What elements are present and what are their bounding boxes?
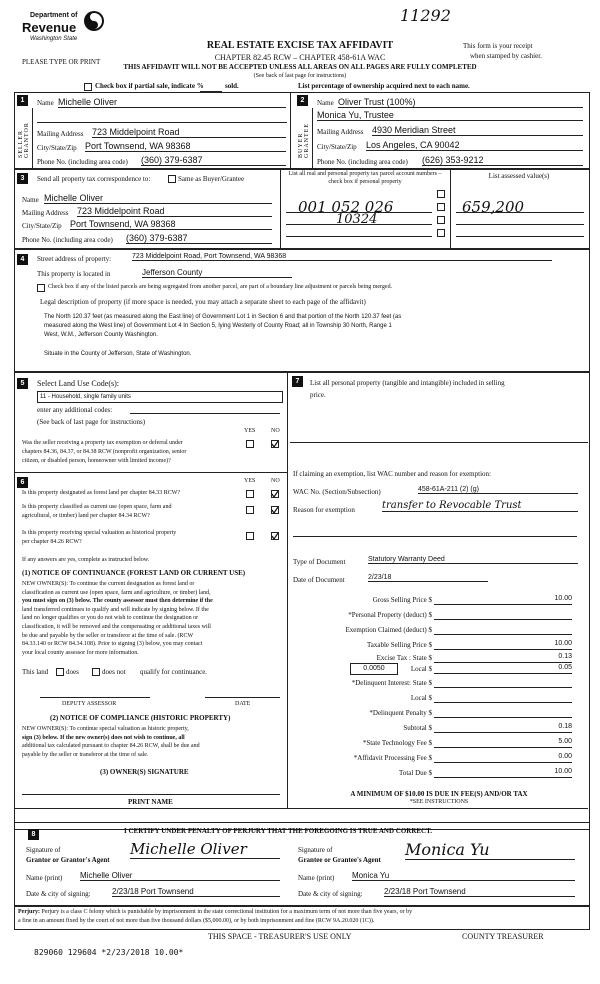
any-yes-note: If any answers are yes, complete as instructed below. bbox=[22, 557, 150, 563]
notice-compliance-title: (2) NOTICE OF COMPLIANCE (HISTORIC PROPERTY) bbox=[50, 714, 231, 722]
seller-grantor-label: SELLER GRANTOR bbox=[18, 122, 30, 158]
does-label: does bbox=[66, 668, 79, 676]
section-3-badge: 3 bbox=[17, 173, 28, 184]
treasurer-stamp: 829060 129604 *2/23/2018 10.00* bbox=[34, 948, 184, 957]
land-use-see-back: (See back of last page for instructions) bbox=[37, 418, 146, 426]
notice1-line-4: land transferred continues to qualify and will indicate by signing below. If the bbox=[22, 606, 209, 613]
owner-signature-label: (3) OWNER(S) SIGNATURE bbox=[100, 768, 189, 776]
reason-label: Reason for exemption bbox=[293, 506, 355, 514]
historic-no-checkbox[interactable] bbox=[271, 532, 279, 540]
exemption-question-line-2: chapters 84.36, 84.37, or 84.38 RCW (nonprofit organization, senior bbox=[22, 449, 187, 455]
please-type-note: PLEASE TYPE OR PRINT bbox=[22, 58, 101, 66]
receipt-note-2: when stamped by cashier. bbox=[470, 52, 542, 60]
notice2-line-3: additional tax calculated pursuant to chapter 84.26 RCW, shall be due and bbox=[22, 743, 200, 750]
s5-exemption-no-checkbox[interactable] bbox=[271, 440, 279, 448]
personal-property-checkbox-3[interactable] bbox=[437, 216, 445, 224]
buyer-name[interactable]: Oliver Trust (100%) bbox=[338, 97, 583, 108]
notice1-line-5: land no longer qualifies or you do not wish to continue the designation or bbox=[22, 615, 199, 622]
current-use-no-checkbox[interactable] bbox=[271, 506, 279, 514]
see-instructions-note: *SEE INSTRUCTIONS bbox=[409, 799, 469, 805]
fee-row-value[interactable]: 10.00 bbox=[434, 768, 572, 778]
local-tax-rate[interactable]: 0.0050 bbox=[350, 663, 398, 675]
doc-date-label: Date of Document bbox=[293, 576, 345, 584]
current-use-question-line-1: Is this property classified as current use (open space, farm and bbox=[22, 504, 172, 510]
seller-city[interactable]: Port Townsend, WA 98368 bbox=[85, 141, 286, 152]
seller-name-label: Name bbox=[37, 99, 54, 107]
grantor-date-city-label: Date & city of signing: bbox=[26, 890, 91, 898]
dor-swirl-icon bbox=[82, 8, 106, 34]
fee-row-label: Subtotal $ bbox=[403, 724, 432, 732]
personal-property-checkbox-1[interactable] bbox=[437, 190, 445, 198]
notice1-line-7: be due and payable by the seller or transferor at the time of sale. (RCW bbox=[22, 632, 194, 639]
fee-row-label: Total Due $ bbox=[399, 769, 432, 777]
wac-label: WAC No. (Section/Subsection) bbox=[293, 488, 381, 496]
fee-row-value[interactable]: 0.05 bbox=[434, 664, 572, 674]
doc-type-label: Type of Document bbox=[293, 558, 346, 566]
partial-sale-label: Check box if partial sale, indicate % bbox=[95, 82, 204, 90]
notice1-line-6: classification, it will be removed and the compensating or additional taxes will bbox=[22, 623, 211, 630]
section-5-badge: 5 bbox=[17, 378, 28, 389]
located-in-label: This property is located in bbox=[37, 270, 111, 278]
same-as-buyer-label: Same as Buyer/Grantee bbox=[178, 175, 245, 183]
form-title: REAL ESTATE EXCISE TAX AFFIDAVIT bbox=[206, 40, 394, 51]
notice-compliance-body bbox=[22, 725, 284, 759]
segregated-parcel-checkbox[interactable] bbox=[37, 284, 45, 292]
notice2-line-4: payable by the seller or transferor at the time of sale. bbox=[22, 751, 149, 758]
seller-city-label: City/State/Zip bbox=[37, 144, 77, 152]
corr-city[interactable]: Port Townsend, WA 98368 bbox=[70, 219, 272, 230]
same-as-buyer-checkbox[interactable] bbox=[168, 175, 176, 183]
send-correspondence-label: Send all property tax correspondence to: bbox=[37, 175, 151, 183]
logo-line1: Department of bbox=[30, 12, 78, 19]
current-use-question-line-2: agricultural, or timber) land per chapter 84.34 RCW? bbox=[22, 513, 150, 519]
section-1-badge: 1 bbox=[17, 95, 28, 106]
grantee-name-label: Name (print) bbox=[298, 874, 335, 882]
personal-property-checkbox-2[interactable] bbox=[437, 203, 445, 211]
does-not-checkbox[interactable] bbox=[92, 668, 100, 676]
notice1-line-2: classification as current use (open space, farm and agriculture, or timber) land, bbox=[22, 589, 211, 596]
grantee-sig-label-1: Signature of bbox=[298, 846, 333, 854]
buyer-name-label: Name bbox=[317, 99, 334, 107]
form-chapter: CHAPTER 82.45 RCW – CHAPTER 458-61A WAC bbox=[214, 53, 386, 62]
fee-row-value[interactable]: 0.13 bbox=[434, 653, 572, 663]
historic-question-line-1: Is this property receiving special valuation as historical property bbox=[22, 530, 177, 536]
buyer-mailing[interactable]: 4930 Meridian Street bbox=[372, 125, 583, 136]
section-2-badge: 2 bbox=[297, 95, 308, 106]
segregated-parcel-label: Check box if any of the listed parcels are being segregated from another parcel, are part of a boundary line adjustment or parcels being merged. bbox=[48, 284, 393, 290]
parcel-account-2[interactable]: 10324 bbox=[336, 212, 378, 227]
treasurer-space-label: THIS SPACE - TREASURER'S USE ONLY bbox=[208, 932, 352, 941]
receipt-note-1: This form is your receipt bbox=[463, 42, 533, 50]
parcel-accounts-header: List all real and personal property tax parcel account numbers – check box if personal property bbox=[288, 171, 442, 185]
s6-no-label: NO bbox=[271, 478, 280, 484]
seller-phone-label: Phone No. (including area code) bbox=[37, 158, 128, 166]
assessed-values-header: List assessed value(s) bbox=[488, 172, 550, 180]
grantor-date-city[interactable]: 2/23/18 Port Townsend bbox=[112, 887, 280, 897]
forest-no-checkbox[interactable] bbox=[271, 490, 279, 498]
corr-name-label: Name bbox=[22, 196, 39, 204]
seller-mailing-label: Mailing Address bbox=[37, 130, 84, 138]
fee-row-label: Local $ bbox=[410, 665, 432, 673]
corr-name[interactable]: Michelle Oliver bbox=[44, 193, 272, 204]
land-use-select[interactable]: 11 - Household, single family units bbox=[37, 391, 283, 403]
fee-row-value[interactable] bbox=[434, 625, 572, 635]
fee-row-label: Local $ bbox=[410, 694, 432, 702]
seller-name[interactable]: Michelle Oliver bbox=[58, 97, 286, 108]
assessor-date-label: DATE bbox=[235, 701, 251, 707]
fee-row-value[interactable]: 5.00 bbox=[434, 738, 572, 748]
handwritten-document-number: 11292 bbox=[400, 6, 451, 25]
print-name-label: PRINT NAME bbox=[128, 798, 173, 806]
logo-line2: Revenue bbox=[22, 20, 77, 35]
notice-continuance-body bbox=[22, 580, 284, 657]
document-type[interactable]: Statutory Warranty Deed bbox=[368, 556, 578, 564]
certify-statement: I CERTIFY UNDER PENALTY OF PERJURY THAT THE FOREGOING IS TRUE AND CORRECT. bbox=[124, 827, 433, 835]
qualify-label: qualify for continuance. bbox=[140, 668, 208, 676]
buyer-mailing-label: Mailing Address bbox=[317, 128, 364, 136]
buyer-grantee-label: BUYER GRANTEE bbox=[298, 123, 310, 158]
property-street-address[interactable]: 723 Middelpoint Road, Port Townsend, WA 98368 bbox=[132, 253, 552, 261]
this-land-label: This land bbox=[22, 668, 49, 676]
fee-row-label: Excise Tax : State $ bbox=[376, 654, 432, 662]
exemption-reason[interactable]: transfer to Revocable Trust bbox=[382, 500, 578, 512]
grantee-sig-label-2: Grantee or Grantee's Agent bbox=[298, 856, 381, 864]
grantor-name-label: Name (print) bbox=[26, 874, 63, 882]
notice1-line-1: NEW OWNER(S): To continue the current designation as forest land or bbox=[22, 581, 195, 587]
exemption-question-line-1: Was the seller receiving a property tax exemption or deferral under bbox=[22, 440, 183, 446]
partial-sale-checkbox[interactable] bbox=[84, 83, 92, 91]
does-not-label: does not bbox=[102, 668, 126, 676]
grantee-date-city-label: Date & city of signing: bbox=[298, 890, 363, 898]
perjury-label: Perjury: bbox=[18, 909, 40, 915]
legal-description-label: Legal description of property (if more space is needed, you may attach a separate sheet to each page of the affidavit) bbox=[40, 298, 366, 306]
s5-yes-label: YES bbox=[244, 428, 256, 434]
fee-row-value[interactable] bbox=[434, 693, 572, 703]
personal-property-label-1: List all personal property (tangible and intangible) included in selling bbox=[310, 379, 505, 387]
section-7-badge: 7 bbox=[292, 376, 303, 387]
street-address-label: Street address of property: bbox=[37, 255, 112, 263]
fee-row-label: *Delinquent Interest: State $ bbox=[351, 679, 432, 687]
deputy-assessor-label: DEPUTY ASSESSOR bbox=[62, 701, 117, 707]
sold-label: sold. bbox=[225, 82, 239, 90]
forest-yes-checkbox[interactable] bbox=[246, 490, 254, 498]
historic-yes-checkbox[interactable] bbox=[246, 532, 254, 540]
section-4-badge: 4 bbox=[17, 254, 28, 265]
personal-property-checkbox-4[interactable] bbox=[437, 229, 445, 237]
buyer-city[interactable]: Los Angeles, CA 90042 bbox=[366, 140, 583, 151]
seller-mailing[interactable]: 723 Middelpoint Road bbox=[92, 127, 286, 138]
current-use-yes-checkbox[interactable] bbox=[246, 506, 254, 514]
wac-number[interactable]: 458-61A-211 (2) (g) bbox=[418, 486, 578, 494]
corr-phone[interactable]: (360) 379-6387 bbox=[126, 233, 272, 244]
fee-row-label: *Personal Property (deduct) $ bbox=[348, 611, 432, 619]
legal-description-line-3: West, W.M., Jefferson County Washington. bbox=[44, 332, 158, 338]
buyer-phone-label: Phone No. (including area code) bbox=[317, 158, 408, 166]
fee-row-value[interactable] bbox=[434, 610, 572, 620]
corr-city-label: City/State/Zip bbox=[22, 222, 62, 230]
parcel-account-1[interactable]: 001 052 026 bbox=[298, 198, 394, 216]
fee-row-label: Exemption Claimed (deduct) $ bbox=[345, 626, 432, 634]
perjury-notice bbox=[18, 908, 584, 926]
fee-row-label: *Affidavit Processing Fee $ bbox=[353, 754, 432, 762]
legal-description-line-2: measured along the West line) of Government Lot 4 In Section 5, lying Westerly of County Road; all in Township 30 North, Range 1 bbox=[44, 323, 392, 329]
legal-description-line-1: The North 120.37 feet (as measured along the East line) of Government Lot 1 in Section 6 and that portion of the North 120.37 feet (as bbox=[44, 314, 402, 320]
exemption-question-line-3: citizen, or disabled person, homeowner with limited income)? bbox=[22, 458, 171, 464]
s6-yes-label: YES bbox=[244, 478, 256, 484]
forest-land-question: Is this property designated as forest land per chapter 84.33 RCW? bbox=[22, 490, 181, 496]
fee-row-value[interactable]: 10.00 bbox=[434, 595, 572, 605]
notice1-line-8: 84.33.140 or RCW 84.34.108). Prior to signing (3) below, you may contact bbox=[22, 641, 203, 648]
assessed-value-1[interactable]: 659,200 bbox=[462, 198, 525, 216]
grantee-date-city[interactable]: 2/23/18 Port Townsend bbox=[384, 887, 575, 897]
additional-codes-input[interactable] bbox=[130, 405, 280, 414]
corr-phone-label: Phone No. (including area code) bbox=[22, 236, 113, 244]
fee-row-value[interactable]: 0.18 bbox=[434, 723, 572, 733]
grantor-signature[interactable]: Michelle Oliver bbox=[130, 840, 280, 859]
perjury-text-2: a fine in an amount fixed by the court of not more than five thousand dollars ($5,000.00), or by both imprisonment and fine (RCW 9A.20.020 (1C)). bbox=[18, 918, 375, 924]
perjury-text-1: Perjury is a class C felony which is punishable by imprisonment in the state correctional institution for a maximum term of not more than five years, or by bbox=[41, 909, 413, 915]
seller-phone[interactable]: (360) 379-6387 bbox=[141, 155, 286, 166]
fee-row-value[interactable] bbox=[434, 678, 572, 688]
notice1-line-9: your local county assessor for more information. bbox=[22, 649, 139, 656]
fee-row-value[interactable] bbox=[434, 708, 572, 718]
section-6-badge: 6 bbox=[17, 477, 28, 488]
ownership-note: List percentage of ownership acquired next to each name. bbox=[298, 82, 470, 90]
form-warning: THIS AFFIDAVIT WILL NOT BE ACCEPTED UNLESS ALL AREAS ON ALL PAGES ARE FULLY COMPLETED bbox=[123, 63, 477, 71]
buyer-name-2[interactable]: Monica Yu, Trustee bbox=[317, 110, 583, 121]
grantee-print-name[interactable]: Monica Yu bbox=[352, 871, 575, 881]
fee-row-label: *State Technology Fee $ bbox=[362, 739, 432, 747]
property-county[interactable]: Jefferson County bbox=[142, 268, 292, 278]
corr-mailing-label: Mailing Address bbox=[22, 209, 69, 217]
fee-row-label: Gross Selling Price $ bbox=[372, 596, 432, 604]
notice-continuance-title: (1) NOTICE OF CONTINUANCE (FOREST LAND OR CURRENT USE) bbox=[22, 569, 246, 577]
notice2-line-1: NEW OWNER(S): To continue special valuation as historic property, bbox=[22, 726, 189, 732]
personal-property-label-2: price. bbox=[310, 391, 326, 399]
land-use-label: Select Land Use Code(s): bbox=[37, 379, 119, 388]
legal-situate-line: Situate in the County of Jefferson, State of Washington. bbox=[44, 351, 192, 357]
fee-row-value[interactable]: 10.00 bbox=[434, 640, 572, 650]
exemption-claim-label: If claiming an exemption, list WAC number and reason for exemption: bbox=[293, 470, 491, 478]
logo-line3: Washington State bbox=[30, 36, 78, 42]
s5-exemption-yes-checkbox[interactable] bbox=[246, 440, 254, 448]
notice1-line-3: you must sign on (3) below. The county assessor must then determine if the bbox=[22, 598, 213, 605]
grantor-print-name[interactable]: Michelle Oliver bbox=[80, 871, 280, 881]
fee-row-label: Taxable Selling Price $ bbox=[366, 641, 432, 649]
grantee-signature[interactable]: Monica Yu bbox=[405, 840, 575, 860]
form-see-back: (See back of last page for instructions) bbox=[253, 73, 347, 79]
historic-question-line-2: per chapter 84.26 RCW? bbox=[22, 539, 82, 545]
fee-row-value[interactable]: 0.00 bbox=[434, 753, 572, 763]
grantor-sig-label-2: Grantor or Grantor's Agent bbox=[26, 856, 110, 864]
additional-codes-label: enter any additional codes: bbox=[37, 406, 113, 414]
s5-no-label: NO bbox=[271, 428, 280, 434]
buyer-phone[interactable]: (626) 353-9212 bbox=[422, 155, 583, 166]
fee-row-label: *Delinquent Penalty $ bbox=[369, 709, 432, 717]
notice2-line-2: sign (3) below. If the new owner(s) does not wish to continue, all bbox=[22, 734, 185, 741]
corr-mailing[interactable]: 723 Middelpoint Road bbox=[77, 206, 272, 217]
minimum-fee-note: A MINIMUM OF $10.00 IS DUE IN FEE(S) AND/OR TAX bbox=[350, 790, 528, 798]
does-checkbox[interactable] bbox=[56, 668, 64, 676]
county-treasurer-label: COUNTY TREASURER bbox=[462, 932, 544, 941]
grantor-sig-label-1: Signature of bbox=[26, 846, 61, 854]
section-8-badge: 8 bbox=[28, 829, 39, 840]
document-date[interactable]: 2/23/18 bbox=[368, 574, 488, 582]
buyer-city-label: City/State/Zip bbox=[317, 143, 357, 151]
